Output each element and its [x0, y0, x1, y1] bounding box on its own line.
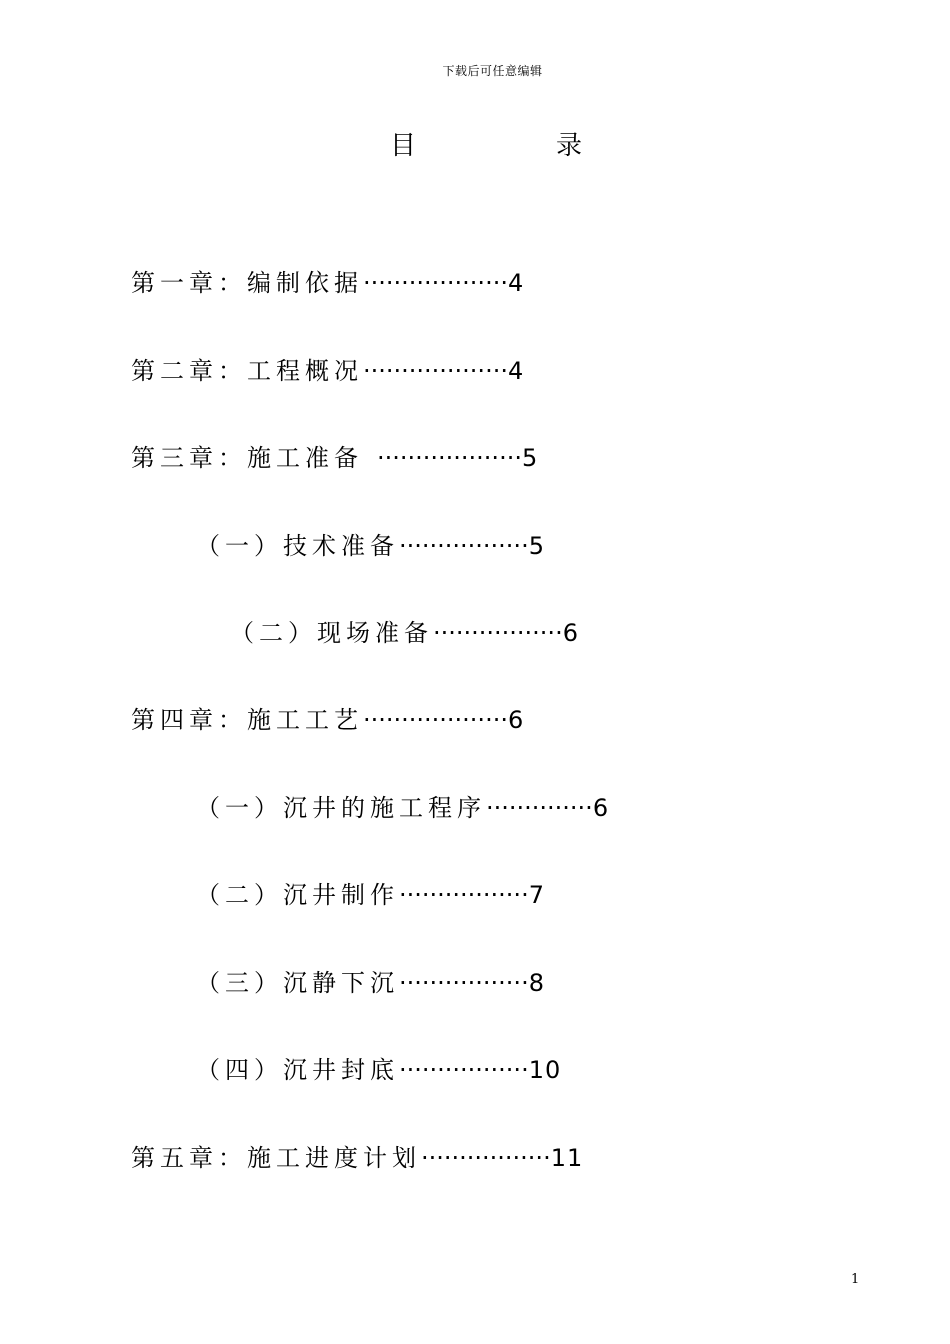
page-number: 1	[851, 1272, 860, 1287]
toc-leader-dots: ·················	[399, 969, 529, 997]
toc-page-number: 4	[507, 357, 525, 385]
toc-leader-dots: ·················	[399, 881, 529, 909]
toc-leader-dots: ·················	[421, 1144, 551, 1172]
toc-entry-section-3-1[interactable]	[196, 531, 545, 561]
toc-page-number: 8	[528, 969, 545, 997]
toc-entry-section-4-1[interactable]	[196, 793, 609, 823]
toc-entry-label: （二）沉井制作	[196, 881, 399, 909]
toc-entry-section-3-2[interactable]	[230, 618, 579, 648]
toc-page-number: 6	[592, 794, 610, 822]
toc-page-number: 6	[507, 706, 525, 734]
toc-entry-section-4-2[interactable]	[196, 880, 545, 910]
toc-entry-section-4-3[interactable]	[196, 968, 545, 998]
page-title	[390, 125, 582, 162]
toc-entry-label: （四）沉井封底	[196, 1056, 399, 1084]
toc-entry-chapter-4[interactable]	[131, 705, 524, 735]
toc-leader-dots: ··············	[486, 794, 593, 822]
toc-entry-label: 第二章：工程概况	[131, 357, 363, 385]
title-char-1: 目	[390, 131, 417, 161]
toc-entry-label: 第四章：施工工艺	[131, 706, 363, 734]
toc-page-number: 6	[562, 619, 579, 647]
toc-entry-label: （一）沉井的施工程序	[196, 794, 486, 822]
toc-page-number: 5	[528, 532, 545, 560]
toc-entry-label: （三）沉静下沉	[196, 969, 399, 997]
toc-entry-label: 第三章：施工准备	[131, 444, 363, 472]
toc-leader-dots: ·················	[433, 619, 563, 647]
toc-leader-dots: ···················	[363, 706, 508, 734]
toc-entry-chapter-2[interactable]	[131, 356, 524, 386]
toc-page-number: 7	[528, 881, 545, 909]
header-note: 下载后可任意编辑	[442, 64, 543, 78]
toc-page-number: 11	[550, 1144, 584, 1172]
toc-leader-dots: ·················	[399, 1056, 529, 1084]
toc-entry-chapter-5[interactable]	[131, 1143, 583, 1173]
toc-entry-chapter-1[interactable]	[131, 268, 524, 298]
title-char-2: 录	[556, 131, 583, 161]
toc-page-number: 4	[507, 269, 525, 297]
toc-leader-dots: ·················	[399, 532, 529, 560]
toc-page-number: 10	[528, 1056, 562, 1084]
toc-entry-chapter-3[interactable]	[131, 443, 538, 473]
toc-entry-label: 第五章：施工进度计划	[131, 1144, 421, 1172]
toc-entry-label: （一）技术准备	[196, 532, 399, 560]
toc-entry-label: （二）现场准备	[230, 619, 433, 647]
toc-page-number: 5	[521, 444, 539, 472]
toc-leader-dots: ···················	[377, 444, 522, 472]
toc-entry-label: 第一章：编制依据	[131, 269, 363, 297]
toc-leader-dots: ···················	[363, 269, 508, 297]
toc-entry-section-4-4[interactable]	[196, 1055, 561, 1085]
toc-leader-dots: ···················	[363, 357, 508, 385]
